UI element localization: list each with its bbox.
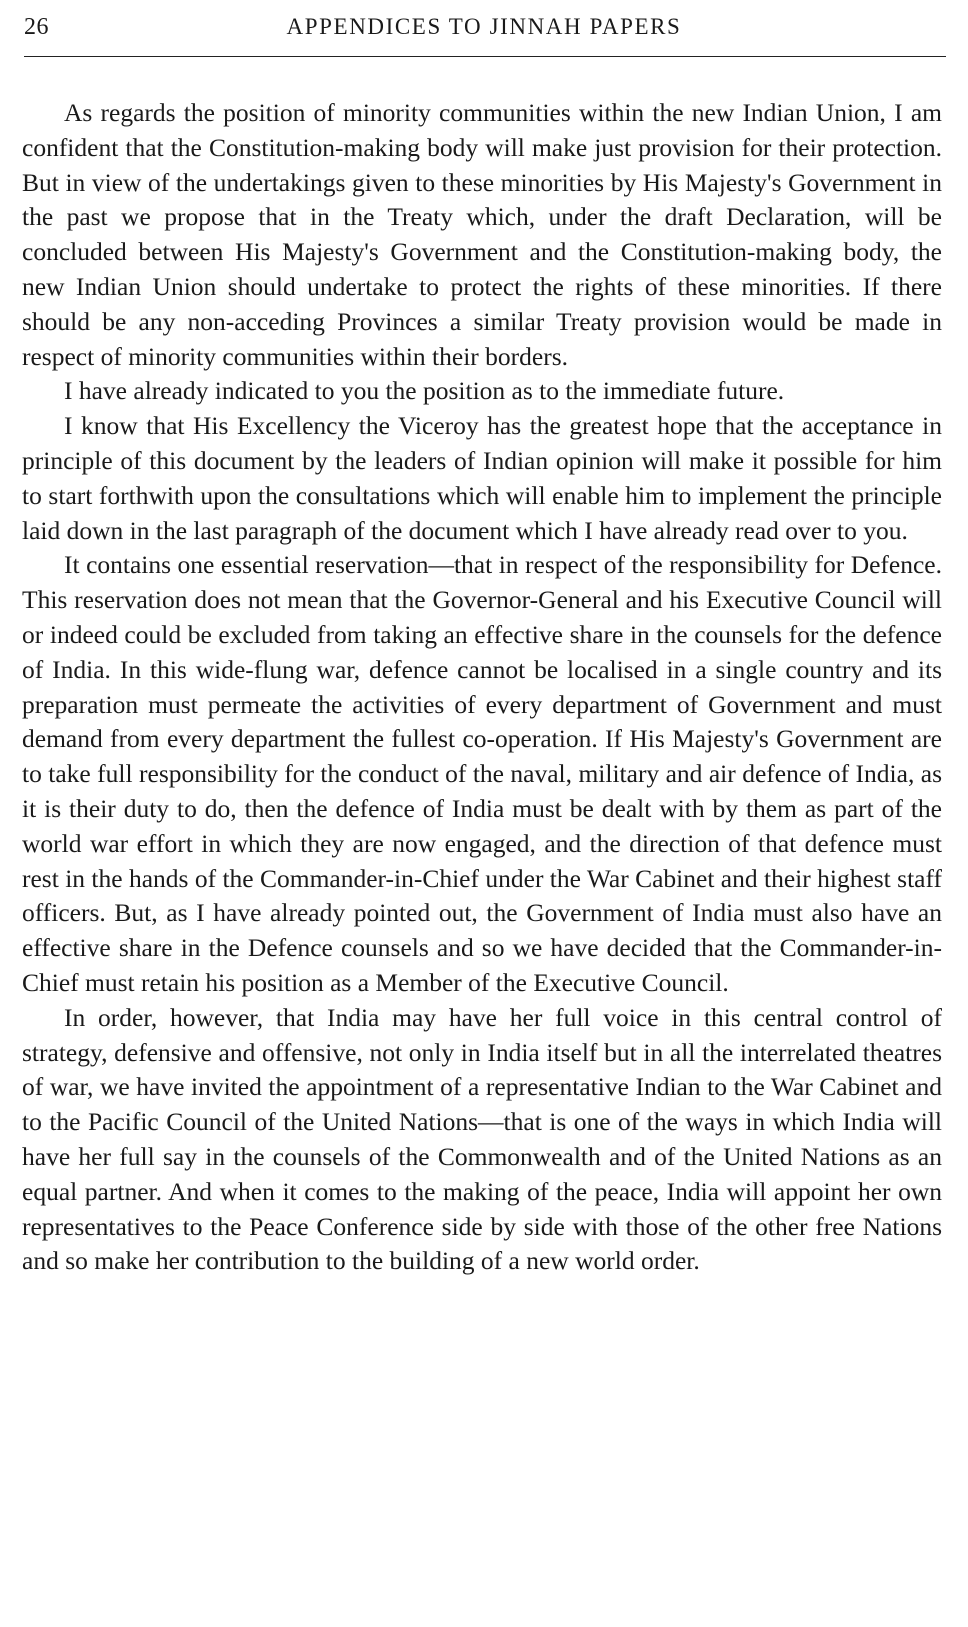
running-head-title: APPENDICES TO JINNAH PAPERS xyxy=(286,14,682,39)
body-text xyxy=(22,96,942,1279)
paragraph-immediate-future: I have already indicated to you the position as to the immediate future. xyxy=(64,376,785,406)
header-rule xyxy=(24,56,946,57)
running-head xyxy=(24,10,944,44)
paragraph-minorities: As regards the position of minority communities within the new Indian Union, I am confident that the Constitution-making body will make just provision for their protection. But in view of the undertakings given to these minorities by His Majesty's Government in the past we propose that in the Treaty which, under the draft Declaration, will be concluded between His Majesty's Government and the Constitution-making body, the new Indian Union should undertake to protect the rights of these minorities. If there should be any non-acceding Provinces a similar Treaty provision would be made in respect of minority communities within their borders. xyxy=(22,98,942,371)
paragraph-defence-reservation: It contains one essential reservation—that in respect of the responsibility for Defence. This reservation does not mean that the Governor-General and his Executive Council will or indeed could be excluded from taking an effective share in the counsels for the defence of India. In this wide-flung war, defence cannot be localised in a single country and its preparation must permeate the activities of every department of Government and must demand from every department the fullest co-operation. If His Majesty's Government are to take full responsibility for the conduct of the naval, military and air defence of India, as it is their duty to do, then the defence of India must be dealt with by them as part of the world war effort in which they are now engaged, and the direction of that defence must rest in the hands of the Commander-in-Chief under the War Cabinet and their highest staff officers. But, as I have already pointed out, the Government of India must also have an effective share in the Defence counsels and so we have decided that the Commander-in-Chief must retain his position as a Member of the Executive Council. xyxy=(22,550,942,997)
paragraph-viceroy: I know that His Excellency the Viceroy has the greatest hope that the acceptance in principle of this document by the leaders of Indian opinion will make it possible for him to start forthwith upon the consultations which will enable him to implement the principle laid down in the last paragraph of the document which I have already read over to you. xyxy=(22,411,942,545)
page-number: 26 xyxy=(24,14,49,40)
paragraph-war-cabinet: In order, however, that India may have her full voice in this central control of strategy, defensive and offensive, not only in India itself but in all the interrelated theatres of war, we have invited the appointment of a representative Indian to the War Cabinet and to the Pacific Council of the United Nations—that is one of the ways in which India will have her full say in the counsels of the Commonwealth and of the United Nations as an equal partner. And when it comes to the making of the peace, India will appoint her own representatives to the Peace Conference side by side with those of the other free Nations and so make her contribution to the building of a new world order. xyxy=(22,1002,942,1276)
